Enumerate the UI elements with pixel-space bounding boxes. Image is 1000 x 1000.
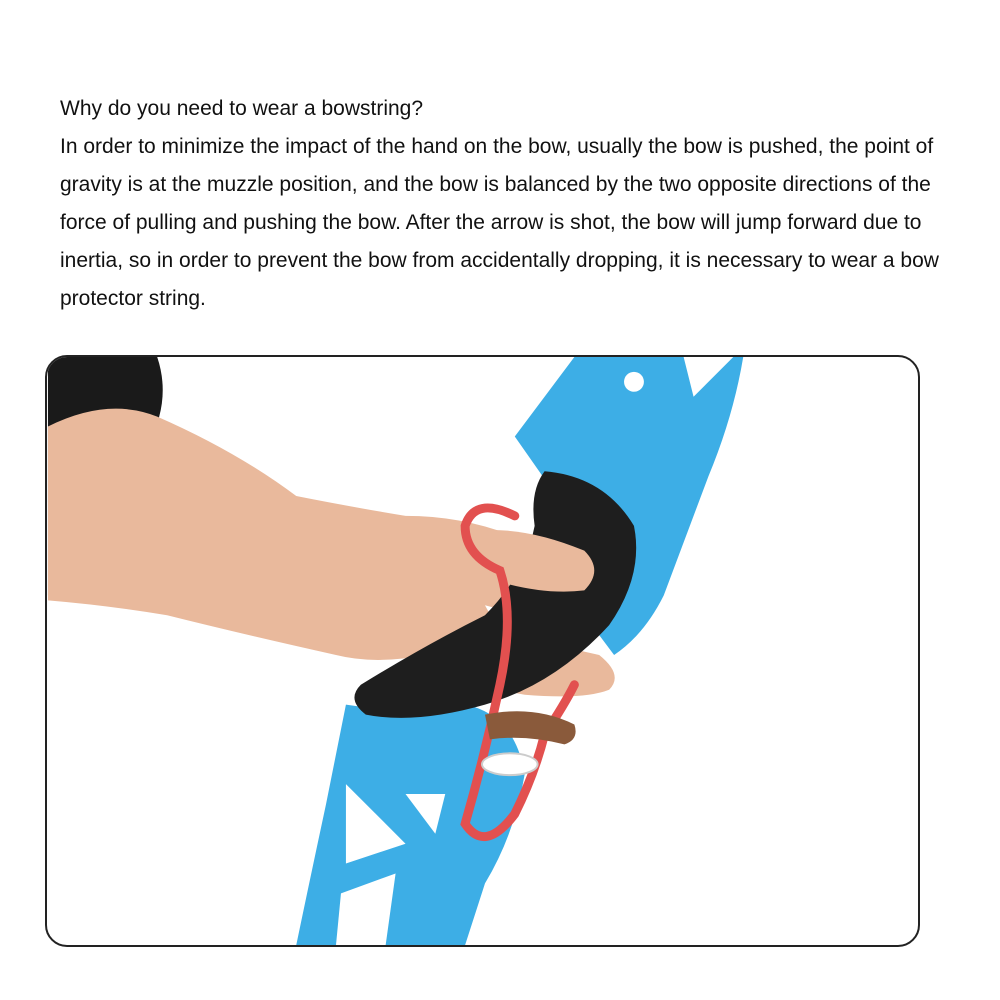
riser-hole [624,372,644,392]
article-body: In order to minimize the impact of the hand on the bow, usually the bow is pushed, the point of gravity is at the muzzle position, and the bow is balanced by the two opposite directions of the force of pulling and pushing the bow. After the arrow is shot, the bow will jump forward due to inertia, so in order to prevent the bow from accidentally dropping, it is necessary to wear a bow protector string. [60,135,939,310]
article-text [60,90,940,318]
sling-ring [482,753,538,775]
bow-sling-illustration [47,357,918,945]
article-heading: Why do you need to wear a bowstring? [60,97,424,120]
product-photo [45,355,920,947]
